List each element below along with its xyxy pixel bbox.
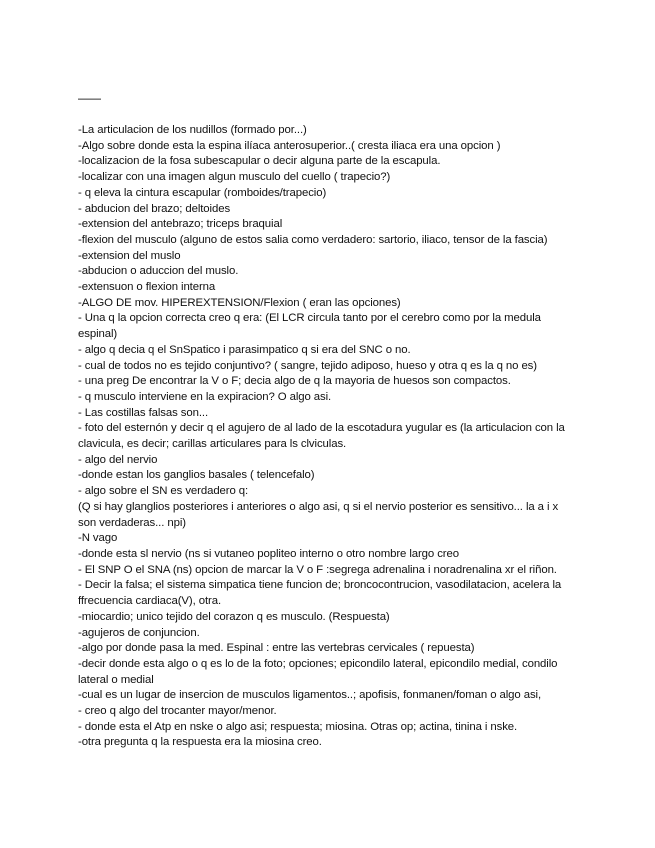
note-line: - abducion del brazo; deltoides [78,202,231,215]
note-line: -flexion del musculo (alguno de estos salia como verdadero: sartorio, iliaco, tensor de la fascia) [78,233,548,246]
note-line: -La articulacion de los nudillos (formado por...) [78,124,307,136]
note-line: -extension del antebrazo; triceps braquial [78,218,283,231]
note-line: - donde esta el Atp en nske o algo asi; respuesta; miosina. Otras op; actina, tinina i nske. [78,720,518,733]
note-line: -miocardio; unico tejido del corazon q es musculo. (Respuesta) [78,610,390,623]
note-line: (Q si hay glanglios posteriores i anteriores o algo asi, q si el nervio posterior es sensitivo... la a i x son verdaderas... npi) [78,500,559,529]
note-line: - foto del esternón y decir q el agujero de al lado de la escotadura yugular es (la articulacion con la clavicula, es decir; carillas articulares para ls clviculas. [78,422,565,451]
note-line: -localizar con una imagen algun musculo del cuello ( trapecio?) [78,171,391,184]
note-line: -N vago [78,532,118,545]
note-line: -donde estan los ganglios basales ( telencefalo) [78,469,315,482]
note-line: -cual es un lugar de insercion de musculos ligamentos..; apofisis, fonmanen/foman o algo asi, [78,689,542,702]
note-line: -donde esta sl nervio (ns si vutaneo popliteo interno o otro nombre largo creo [78,547,459,560]
note-line: - creo q algo del trocanter mayor/menor. [78,705,277,718]
note-line: - una preg De encontrar la V o F; decia algo de q la mayoria de huesos son compactos. [78,375,511,388]
note-line: - El SNP O el SNA (ns) opcion de marcar la V o F :segrega adrenalina i noradrenalina xr el riñon. [78,563,557,576]
note-line: -extension del muslo [78,249,181,262]
note-line: - q eleva la cintura escapular (romboides/trapecio) [78,186,327,199]
note-line: - Decir la falsa; el sistema simpatica tiene funcion de; broncocontrucion, vasodilatacion, acelera la ffrecuencia cardiaca(V), otra. [78,579,562,608]
note-line: -algo por donde pasa la med. Espinal : entre las vertebras cervicales ( repuesta) [78,642,475,655]
note-line: -otra pregunta q la respuesta era la miosina creo. [78,736,322,749]
note-line: - algo q decia q el SnSpatico i parasimpatico q si era del SNC o no. [78,343,411,356]
separator-text: —— [78,93,101,105]
note-line: - algo sobre el SN es verdadero q: [78,485,249,498]
note-line: -agujeros de conjuncion. [78,626,200,639]
notes-body [78,123,578,751]
note-line: - Las costillas falsas son... [78,406,209,419]
note-line: -abducion o aduccion del muslo. [78,265,239,278]
note-line: -decir donde esta algo o q es lo de la foto; opciones; epicondilo lateral, epicondilo medial, condilo lateral o medial [78,657,558,686]
note-line: - cual de todos no es tejido conjuntivo? ( sangre, tejido adiposo, hueso y otra q es la q no es) [78,359,537,372]
note-line: - Una q la opcion correcta creo q era: (El LCR circula tanto por el cerebro como por la medula espinal) [78,312,541,341]
note-line: -extensuon o flexion interna [78,281,216,294]
note-line: -ALGO DE mov. HIPEREXTENSION/Flexion ( eran las opciones) [78,296,401,309]
note-line: -Algo sobre donde esta la espina ilíaca anterosuperior..( cresta iliaca era una opcion ) [78,139,501,152]
note-line: - q musculo interviene en la expiracion? O algo asi. [78,390,332,403]
note-line: -localizacion de la fosa subescapular o decir alguna parte de la escapula. [78,155,441,168]
note-line: - algo del nervio [78,453,158,466]
